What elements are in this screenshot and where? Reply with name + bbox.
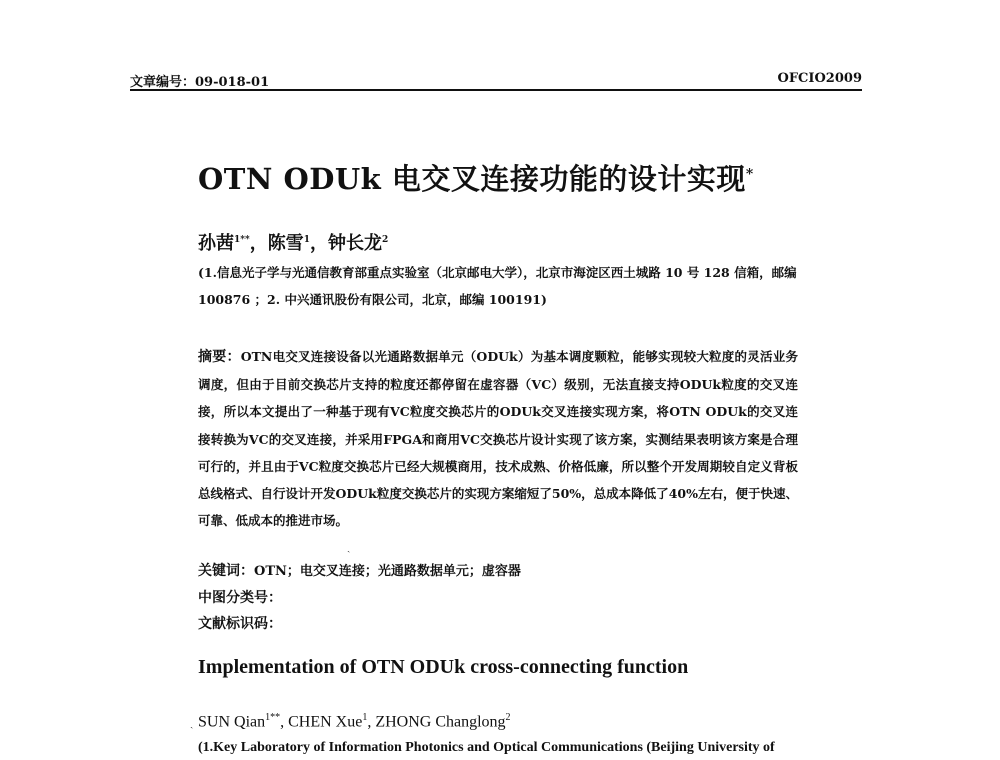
scan-artifact: ˎ (347, 542, 351, 553)
author-separator: , (280, 713, 289, 731)
conference-code: OFCIO2009 (777, 71, 862, 86)
author-affiliation-sup: 1 (303, 235, 310, 245)
author-name: 钟长龙 (327, 233, 382, 254)
classification-number (198, 587, 282, 607)
scan-artifact: ˎ (190, 718, 194, 729)
author-name-en: CHEN Xue (288, 713, 363, 731)
author-name-en: ZHONG Changlong (375, 713, 506, 731)
author-name: 陈雪 (267, 233, 304, 254)
author-affiliation-sup: 2 (381, 235, 389, 245)
affiliation-english: (1.Key Laboratory of Information Photonics and Optical Communications (Beijing University of (198, 740, 775, 755)
paper-title-text: OTN ODUk 电交叉连接功能的设计实现 (198, 162, 746, 196)
keywords-text: OTN；电交叉连接；光通路数据单元；虚容器 (254, 564, 521, 579)
author-affiliation-sup: 2 (505, 712, 511, 723)
document-code (198, 613, 282, 633)
article-number: 文章编号：09-018-01 (130, 75, 270, 90)
author-affiliation-sup: 1** (265, 712, 281, 723)
keywords (198, 560, 521, 580)
english-title: Implementation of OTN ODUk cross-connecting function (198, 656, 689, 678)
affiliation-chinese: (1.信息光子学与光通信教育部重点实验室（北京邮电大学），北京市海淀区西土城路 10 号 128 信箱，邮编 100876 ；2. 中兴通讯股份有限公司，北京，邮编 100191) (198, 265, 797, 307)
running-header (130, 71, 862, 91)
author-affiliation-sup: 1 (362, 712, 368, 723)
author-affiliation-sup: 1** (234, 235, 250, 245)
abstract-text: OTN电交叉连接设备以光通路数据单元（ODUk）为基本调度颗粒，能够实现较大粒度的灵活业务调度，但由于目前交换芯片支持的粒度还都停留在虚容器（VC）级别，无法直接支持ODUk粒度的交叉连接，所以本文提出了一种基于现有VC粒度交换芯片的ODUk交叉连接实现方案，将OTN ODUk的交叉连接转换为VC的交叉连接，并采用FPGA和商用VC交换芯片设计实现了该方案，实测结果表明该方案是合理可行的，并且由于VC粒度交换芯片已经大规模商用，技术成熟、价格低廉，所以整个开发周期较自定义背板总线格式、自行设计开发ODUk粒度交换芯片的实现方案缩短了50%，总成本降低了40%左右，便于快速、可靠、低成本的推进市场。 (198, 349, 799, 529)
author-list-chinese: 孙茜$^{1**}$，陈雪$^1$，钟长龙$^2$ (198, 233, 389, 254)
author-separator: , (367, 713, 376, 731)
author-name: 孙茜 (198, 233, 234, 254)
keywords-label: 关键词： (198, 563, 254, 579)
classification-label: 中图分类号： (198, 590, 282, 606)
author-list-english (198, 712, 511, 731)
paper-title (198, 157, 754, 198)
abstract-label: 摘要： (198, 349, 241, 365)
document-code-label: 文献标识码： (198, 616, 282, 632)
abstract (198, 343, 798, 534)
author-name-en: SUN Qian (198, 713, 266, 731)
title-footnote-marker: * (745, 166, 754, 183)
